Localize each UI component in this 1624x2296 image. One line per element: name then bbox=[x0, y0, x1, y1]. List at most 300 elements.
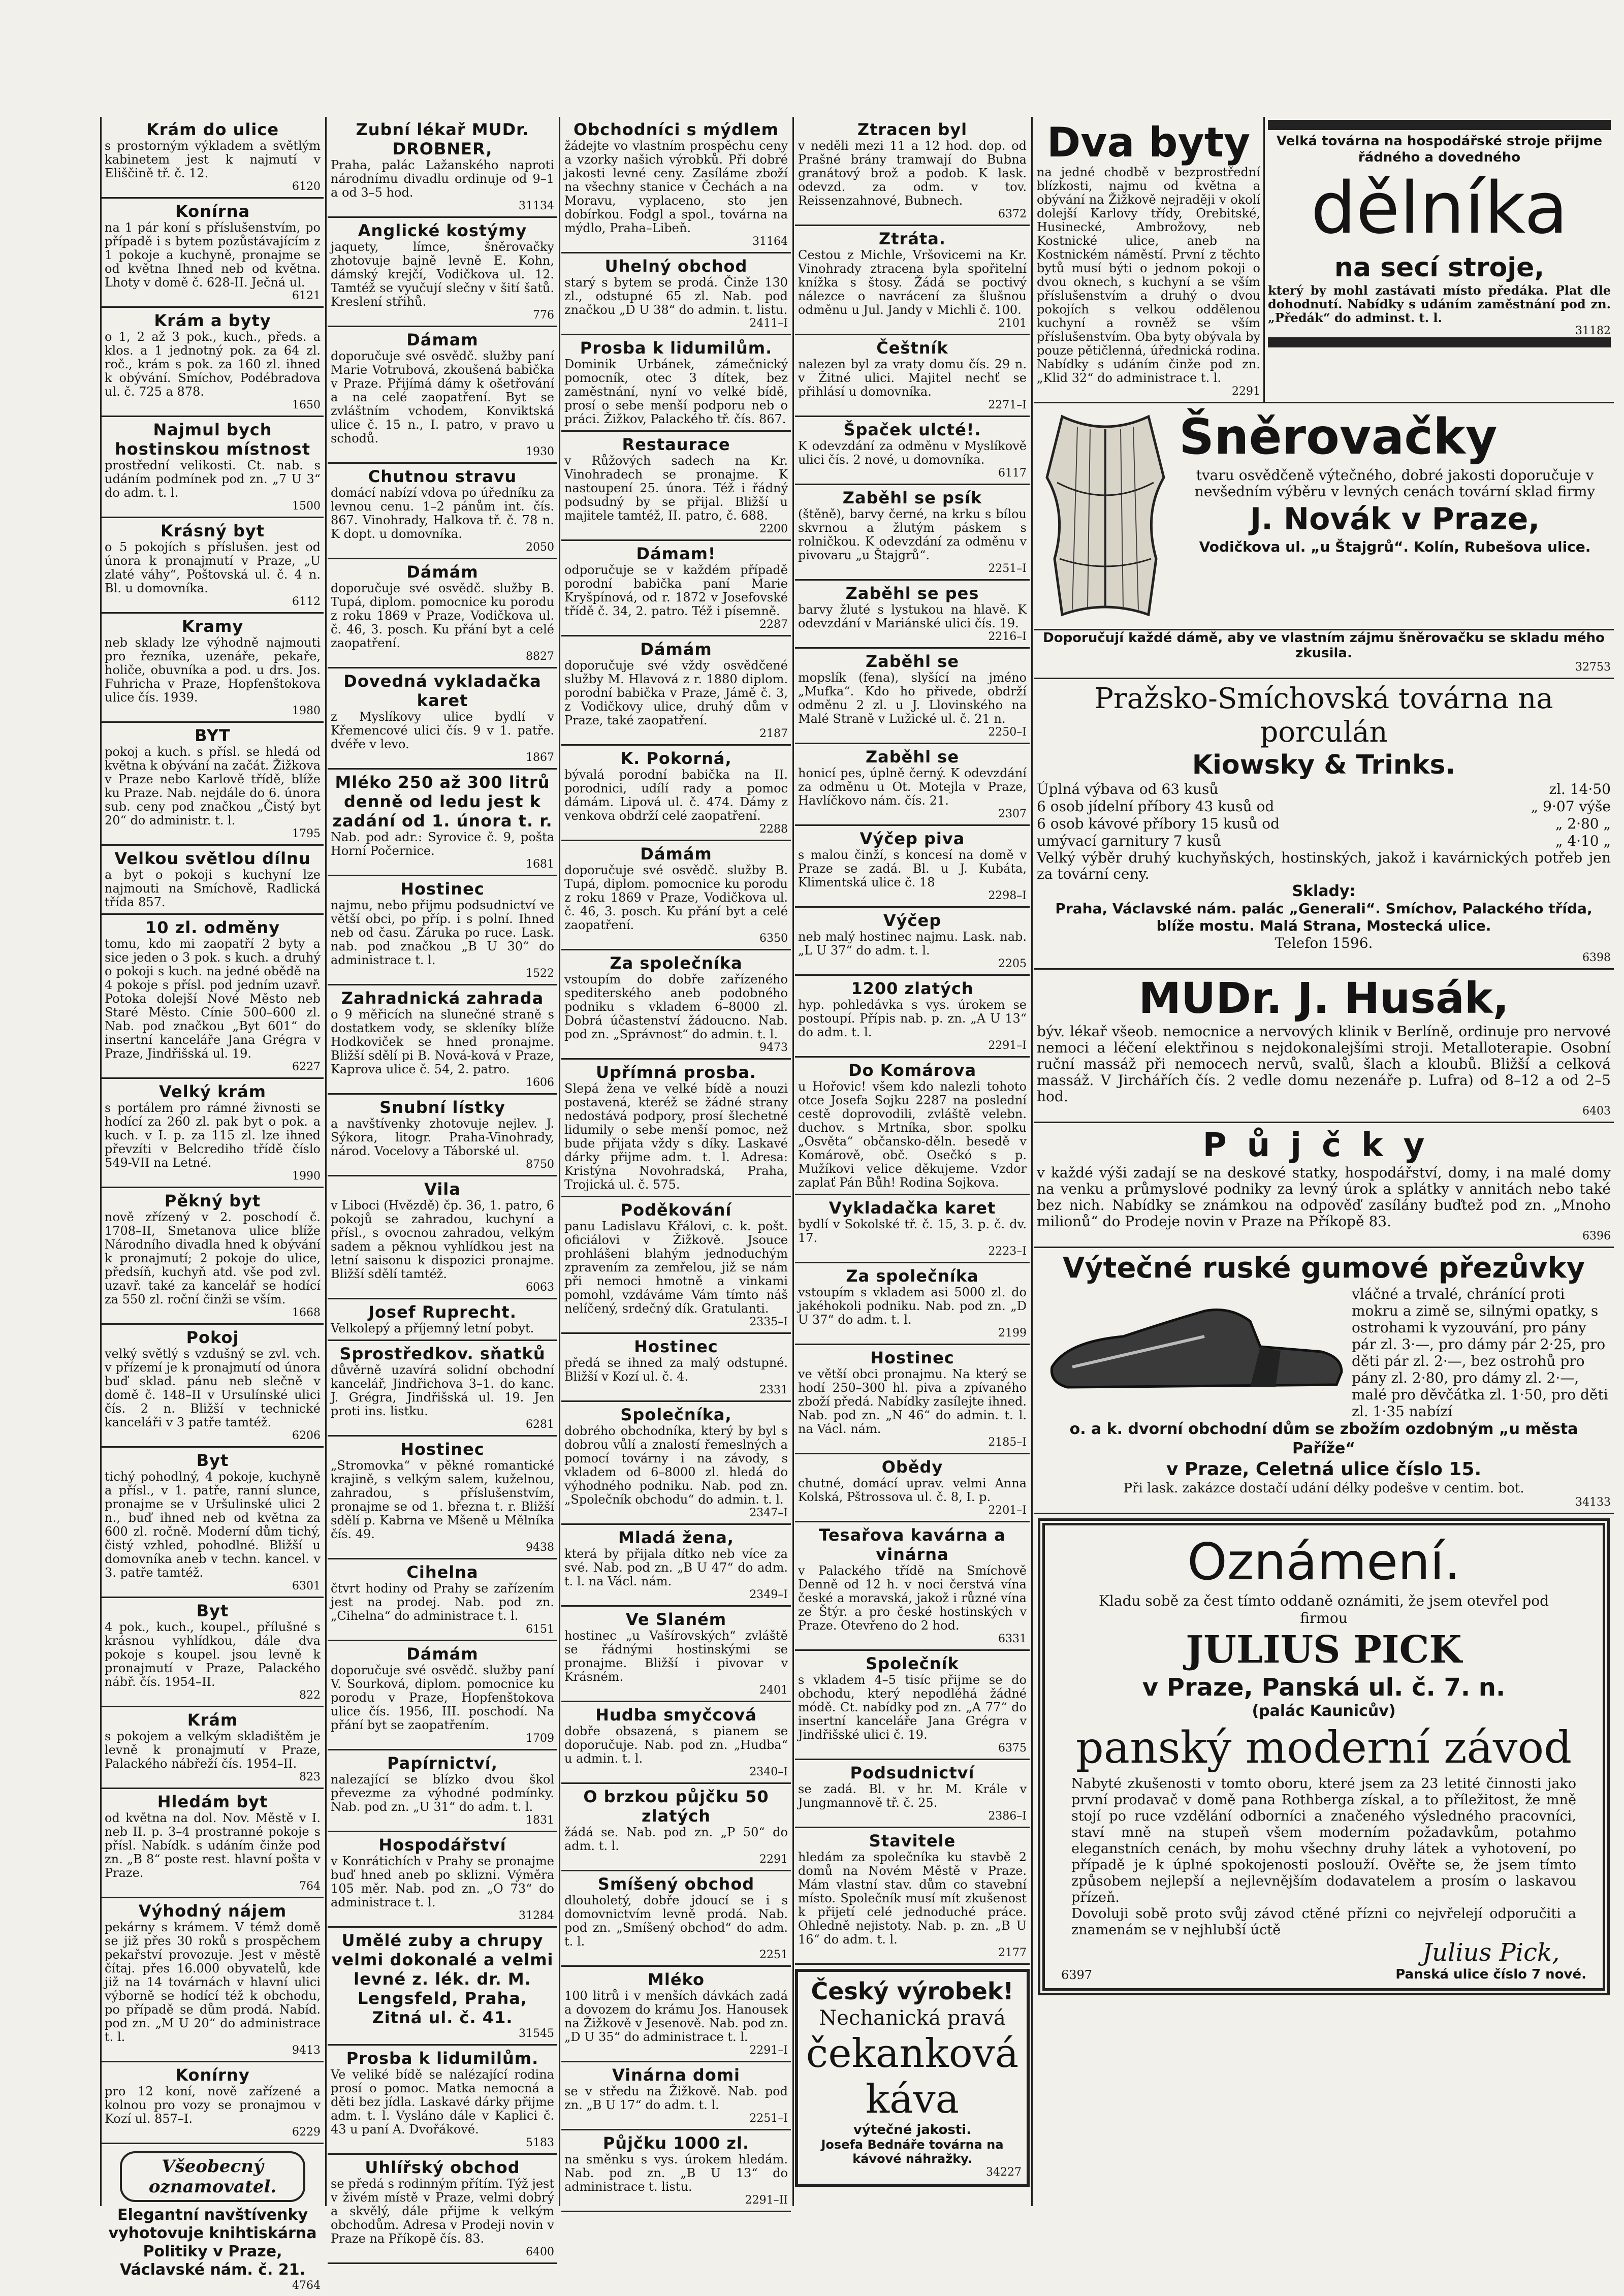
ad-text: domácí nabízí vdova po úředníku za levnou cenu. 1–2 pánům int. čís. 867. Vinohrady, Halkova tř. č. 78 n. K dopt. u domovníka. bbox=[331, 486, 554, 541]
ad-title: Ztráta. bbox=[879, 229, 946, 248]
ad-text: nalezající se blízko dvou škol převezme za výhodné podmínky. Nab. pod zn. „U 31“ do adm. t. l. bbox=[331, 1772, 554, 1814]
delnika-ad bbox=[1265, 117, 1614, 402]
classified-ad bbox=[561, 1607, 791, 1702]
classified-ad bbox=[561, 1402, 791, 1525]
ad-text: s prostorným výkladem a světlým kabinetem jest k najmutí v Eliščině tř. č. 12. bbox=[105, 139, 321, 180]
ad-code: 6206 bbox=[292, 1429, 321, 1442]
ad-title: Společníka, bbox=[620, 1405, 732, 1424]
ad-code: 1668 bbox=[292, 1306, 321, 1319]
snerovacky-addr: Vodičkova ul. „u Štajgrů“. Kolín, Rubešova ulice. bbox=[1199, 538, 1591, 555]
price-row bbox=[1037, 798, 1611, 815]
ad-text: která by přijala dítko neb více za své. Nab. pod zn. „B U 47“ do adm. t. l. na Václ. nám. bbox=[564, 1547, 788, 1588]
classified-ad bbox=[328, 1437, 557, 1559]
ad-text: u Hořovic! všem kdo nalezli tohoto otce Josefa Sojku 2287 na poslední cestě doprovodili, zvláště velebn. duchov. s Mrtníka, sbor. spolku „Osvěta“ občansko-děln. besedě v Komárově, obč. Osečkó s p. Mužíkovi velice děkujeme. Vzdor zaplať Pán Bůh! Rodina Sojkova. bbox=[798, 1079, 1027, 1190]
delnika-top: Velká továrna na hospodářské stroje přijme řádného a dovedného bbox=[1268, 120, 1611, 166]
column-5 bbox=[1034, 117, 1614, 2211]
ad-text: velký světlý s vzdušný se zvl. vch. v přízemí je k pronajmutí od února buď sklad. pánu neb slečně v domě č. 148–II v Ursulínské ulici čís. 2 n. Bližší v technické kanceláři v 3 patře tamtéž. bbox=[105, 1347, 321, 1429]
ad-text: pro 12 koní, nově zařízené a kolnou pro vozy se pronajmou v Kozí ul. 857–I. bbox=[105, 2084, 321, 2126]
ad-title: K. Pokorná, bbox=[620, 749, 732, 768]
ad-title: Hudba smyčcová bbox=[595, 1705, 757, 1725]
bottom-text: Elegantní navštívenky vyhotovuje knihtiskárna Politiky v Praze, Václavské nám. č. 21. bbox=[108, 2206, 317, 2279]
ad-title: 10 zl. odměny bbox=[145, 918, 280, 937]
prezuvky-note: Při lask. zakázce dostačí udání délky podešve v centim. bot. bbox=[1123, 1481, 1524, 1496]
ad-title: Výčep bbox=[883, 911, 942, 930]
ad-title: Ztracen byl bbox=[857, 120, 968, 139]
ad-code: 6151 bbox=[526, 1623, 554, 1636]
ad-title: Do Komárova bbox=[848, 1061, 977, 1080]
porculan-sklady: Praha, Václavské nám. palác „Generali“. Smíchov, Palackého třída, blíže mostu. Malá Strana, Mostecká ulice. bbox=[1055, 900, 1593, 934]
price-value: „ 9·07 výše bbox=[1531, 798, 1611, 815]
shoe-illustration bbox=[1037, 1291, 1352, 1402]
ad-title: Pěkný byt bbox=[164, 1191, 261, 1210]
ad-title: Zaběhl se bbox=[865, 652, 960, 671]
oznameni-code: 6397 bbox=[1061, 1968, 1093, 1982]
ad-title: Výčep piva bbox=[859, 829, 965, 848]
ad-title: Vykladačka karet bbox=[829, 1198, 996, 1218]
dva-byty-title: Dva byty bbox=[1046, 119, 1251, 166]
ad-title: Obchodníci s mýdlem bbox=[574, 120, 779, 139]
ad-code: 2251–I bbox=[988, 562, 1027, 575]
ad-text: o 5 pokojích s příslušen. jest od února k pronajmutí v Praze, „U zlaté váhy“, Poštovská ul. č. 4 n. Bl. u domovníka. bbox=[105, 540, 321, 595]
ad-code: 6372 bbox=[998, 208, 1027, 220]
classified-ad bbox=[795, 581, 1030, 649]
delnika-word: dělníka bbox=[1311, 167, 1568, 250]
ad-code: 2291–I bbox=[988, 1039, 1027, 1052]
prezuvky-title: Výtečné ruské gumové přezůvky bbox=[1062, 1252, 1585, 1285]
classified-ad bbox=[328, 117, 557, 218]
ad-code: 2349–I bbox=[749, 1588, 788, 1601]
porculan-ad bbox=[1034, 679, 1614, 970]
classified-ad bbox=[328, 2155, 557, 2264]
ad-code: 31545 bbox=[519, 2027, 554, 2040]
ad-code: 2201–I bbox=[988, 1504, 1027, 1517]
classified-ad bbox=[102, 1079, 324, 1188]
classified-ad bbox=[102, 1898, 324, 2062]
ad-text: odporučuje se v každém případě porodní babička paní Marie Kryšpínová, od r. 1872 v Josefovské třídě č. 34, 2. patro. Též i písemně. bbox=[564, 563, 788, 618]
classified-ad bbox=[795, 1263, 1030, 1345]
classified-ad bbox=[561, 2062, 791, 2130]
ad-title: Hostinec bbox=[870, 1348, 954, 1367]
classified-ad bbox=[328, 2046, 557, 2155]
ad-code: 2050 bbox=[526, 541, 554, 554]
classified-ad bbox=[102, 1325, 324, 1448]
ad-title: Najmul bych hostinskou místnost bbox=[115, 420, 310, 459]
ad-code: 2331 bbox=[759, 1384, 788, 1396]
snerovacky-note-ad bbox=[1034, 627, 1614, 679]
ad-title: Vila bbox=[424, 1179, 461, 1199]
ad-title: Zahradnická zahrada bbox=[341, 988, 544, 1008]
price-row bbox=[1037, 781, 1611, 798]
ad-code: 6400 bbox=[526, 2246, 554, 2258]
coffee-line3: čekanková káva bbox=[806, 2031, 1019, 2122]
classified-ad bbox=[561, 335, 791, 432]
ad-code: 2287 bbox=[759, 618, 788, 631]
ad-code: 6350 bbox=[759, 932, 788, 945]
classified-ad bbox=[795, 1345, 1030, 1454]
classified-ad bbox=[561, 1060, 791, 1197]
ad-text: se předá s rodinným přítím. Týž jest v živém místě v Praze, velmi dobrý a skvělý, dále přijme k velkým obchodům. Adresa v Prodeji novin v Praze na Příkopě čís. 83. bbox=[331, 2177, 554, 2246]
ad-code: 8827 bbox=[526, 650, 554, 663]
classified-ad bbox=[561, 253, 791, 335]
classified-ad bbox=[102, 1188, 324, 1325]
ad-title: Půjčku 1000 zl. bbox=[602, 2133, 750, 2153]
ad-code: 2401 bbox=[759, 1684, 788, 1697]
column-1 bbox=[102, 117, 324, 2292]
ad-text: 4 pok., kuch., koupel., přílušné s krásnou vyhlídkou, dále dva pokoje s koupel. jsou levně k pronajmutí v Praze, Palackého nábř. čís. 1954–II. bbox=[105, 1620, 321, 1689]
classified-ad bbox=[795, 335, 1030, 417]
ad-title: Dámam! bbox=[636, 544, 716, 563]
ad-code: 6331 bbox=[998, 1633, 1027, 1645]
ad-title: Zaběhl se pes bbox=[845, 584, 979, 603]
ad-title: Dámám bbox=[406, 562, 479, 582]
classified-ad bbox=[102, 117, 324, 199]
ad-code: 2347–I bbox=[749, 1507, 788, 1519]
ad-text: na směnku s vys. úrokem hledám. Nab. pod zn. „B U 13“ do administrace t. listu. bbox=[564, 2152, 788, 2194]
ad-title: Dámám bbox=[640, 844, 712, 864]
ad-code: 31134 bbox=[519, 200, 554, 212]
ad-text: hostinec „u Vašírovských“ zvláště se řádnými hostinskými se pronajme. Bližší i pivovar v Krásném. bbox=[564, 1629, 788, 1684]
ad-text: jaquety, límce, šněrovačky zhotovuje bajně levně E. Kohn, dámský krejčí, Vodičkova ul. 12. Tamtéž se vyučují slečny v šití šatů. Kreslení střihů. bbox=[331, 240, 554, 309]
ad-text: hyp. pohledávka s vys. úrokem se postoupí. Přípis nab. p. zn. „A U 13“ do adm. t. l. bbox=[798, 998, 1027, 1039]
classified-ad bbox=[102, 1448, 324, 1598]
ad-text: Ve veliké bídě se nalézající rodina prosí o pomoc. Matka nemocná a děti bez jídla. Laskavé dárky přijme adm. t. l. Vysláno dále v Kaplici č. 43 u paní A. Dvořákové. bbox=[331, 2067, 554, 2136]
coffee-line5: Josefa Bednáře továrna na kávové náhražky. bbox=[821, 2138, 1004, 2166]
classified-ad bbox=[328, 464, 557, 559]
classified-ad bbox=[102, 308, 324, 417]
ad-text: ve větší obci pronajmu. Na který se hodí 250–300 hl. piva a zpívaného zboží předá. Nabídky zasílejte ihned. Nab. pod zn. „N 46“ do admin. t. l. na Václ. nám. bbox=[798, 1367, 1027, 1436]
classified-ad bbox=[102, 417, 324, 518]
ad-title: Konírny bbox=[175, 2065, 250, 2085]
ad-text: a navštívenky zhotovuje nejlev. J. Sýkora, litogr. Praha-Vinohrady, národ. Vocelovy a Táborské ul. bbox=[331, 1117, 554, 1158]
ad-title: Mladá žena, bbox=[618, 1528, 734, 1547]
ad-title: Velký krám bbox=[159, 1082, 266, 1101]
delnika-code: 31182 bbox=[1268, 325, 1611, 347]
ad-title: Dámám bbox=[640, 640, 712, 659]
classified-ad bbox=[102, 1789, 324, 1898]
ad-code: 6227 bbox=[292, 1061, 321, 1073]
ad-text: a byt o pokoji s kuchyní lze najmouti na Smíchově, Radlická třída 857. bbox=[105, 868, 321, 909]
classified-ad bbox=[328, 1750, 557, 1832]
ad-code: 6375 bbox=[998, 1742, 1027, 1755]
ad-code: 2291–I bbox=[749, 2044, 788, 2057]
husak-code: 6403 bbox=[1582, 1105, 1611, 1118]
ad-title: Dámam bbox=[406, 330, 479, 349]
oznameni-text3: Dovoluji sobě proto svůj závod ctěné přízni co nejvřelejí odporučiti a znamenám se v nejhlubší úctě bbox=[1071, 1906, 1576, 1938]
ad-title: Vinárna domi bbox=[612, 2065, 741, 2085]
classified-ad bbox=[795, 744, 1030, 826]
ad-text: nalezen byl za vraty domu čís. 29 n. v Žitné ulici. Majitel nechť se přihlásí u domovníka. bbox=[798, 357, 1027, 399]
pujcky-text: v každé výši zadají se na deskové statky, hospodářství, domy, i na malé domy na venku a průmyslové podniky za levný úrok a splátky v annitách nebo také bez nich. Nabídky se známkou na odpověď zasílány buďtež pod zn. „Mnoho milionů“ do Prodeje novin v Praze na Příkopě 83. bbox=[1037, 1164, 1611, 1230]
ad-title: Tesařova kavárna a vinárna bbox=[819, 1525, 1006, 1564]
classified-ad bbox=[328, 327, 557, 464]
ad-title: Hostinec bbox=[400, 1440, 485, 1459]
classified-ad bbox=[795, 1522, 1030, 1651]
ad-text: barvy žluté s lystukou na hlavě. K odevzdání v Mariánské ulici čís. 19. bbox=[798, 602, 1027, 630]
ad-code: 823 bbox=[299, 1771, 321, 1783]
ad-code: 6117 bbox=[998, 467, 1027, 480]
ad-title: Sprostředkov. sňatků bbox=[339, 1344, 546, 1363]
prezuvky-code: 34133 bbox=[1575, 1496, 1611, 1509]
bottom-title: Všeobecný oznamovatel. bbox=[120, 2151, 305, 2202]
husak-text: býv. lékař všeob. nemocnice a nervových klinik v Berlíně, ordinuje pro nervové nemoci a léčení elektřinou s nejdokonalejšími stroji. Metalloterapie. Osobní ruční massáž při nemocech nervů, svalů, šlach a kloubů. Bližší a celková massáž. V Jirchářích čís. 2 vedle domu nezenáře p. Lufra) od 8–12 a od 2–5 hod. bbox=[1037, 1023, 1611, 1105]
ad-title: Hledám byt bbox=[157, 1792, 268, 1811]
classified-ad bbox=[102, 1707, 324, 1789]
classified-ad bbox=[328, 559, 557, 668]
ad-title: Prosba k lidumilům. bbox=[346, 2049, 539, 2068]
ad-text: tichý pohodlný, 4 pokoje, kuchyně a přísl., v 1. patře, ranní slunce, pronajme se v Uršulinské ulici 2 n., buď ihned neb od května za 600 zl. ročně. Moderní dům tichý, čistý vzhled, pohodlné. Bližší u domovníka aneb v techn. kancel. v 3. patře tamtéž. bbox=[105, 1470, 321, 1580]
ad-text: tomu, kdo mi zaopatří 2 byty a sice jeden o 3 pok. s kuch. a druhý o pokoji s kuch. na jedné obědě na 4 pokoje s přísl. pod jedním uzavř. Potoka dolejší Nové Město neb Staré Město. Cínie 500–600 zl. Nab. pod značkou „Byt 601“ do insertní kanceláře Jana Grégra v Praze, Jindřišská ul. 19. bbox=[105, 937, 321, 1061]
ad-text: v Palackého třídě na Smíchově Denně od 12 h. v noci čerstvá vína české a moravská, jakož i různé vína ze Štýr. a pro české hostinských v Praze. Otevřeno do 2 hod. bbox=[798, 1564, 1027, 1633]
ad-text: honicí pes, úplně černý. K odevzdání za odměnu u Ot. Motejla v Praze, Havlíčkovo nám. čís. 21. bbox=[798, 766, 1027, 808]
ad-text: neb sklady lze výhodně najmouti pro řezníka, uzenáře, pekaře, holiče, obuvníka a pod. u drs. Jos. Fuhricha v Praze, Hopfenštokova ulice čís. 1939. bbox=[105, 635, 321, 705]
oznameni-big: panský moderní závod bbox=[1075, 1723, 1572, 1773]
ad-title: 1200 zlatých bbox=[851, 979, 974, 998]
ad-title: Papírnictví, bbox=[387, 1753, 498, 1773]
ad-text: od května na dol. Nov. Městě v I. neb II. p. 3–4 prostranné pokoje s přísl. Nabídk. s udáním činže pod zn. „B 8“ poste rest. hlavní pošta v Praze. bbox=[105, 1811, 321, 1880]
snerovacky-firm: J. Novák v Praze, bbox=[1250, 501, 1540, 537]
ad-title: Hostinec bbox=[400, 879, 485, 899]
classified-ad bbox=[795, 417, 1030, 485]
ad-code: 8750 bbox=[526, 1158, 554, 1171]
ad-title: Zubní lékař MUDr. DROBNER, bbox=[356, 120, 529, 158]
ad-text: vstoupím s vkladem asi 5000 zl. do jakéhokoli podniku. Nab. pod zn. „D U 37“ do adm. t. l. bbox=[798, 1285, 1027, 1327]
bottom-ad bbox=[102, 2144, 324, 2296]
classified-ad bbox=[328, 1832, 557, 1928]
ad-code: 2223–I bbox=[988, 1245, 1027, 1258]
ad-text: žádá se. Nab. pod zn. „P 50“ do adm. t. l. bbox=[564, 1825, 788, 1853]
oznameni-firm: JULIUS PICK bbox=[1186, 1628, 1462, 1672]
delnika-sub: na secí stroje, bbox=[1334, 252, 1545, 283]
classified-ad bbox=[795, 1195, 1030, 1263]
ad-code: 6063 bbox=[526, 1281, 554, 1294]
ad-title: Krám do ulice bbox=[146, 120, 279, 139]
ad-code: 2288 bbox=[759, 823, 788, 836]
classified-ad bbox=[795, 1651, 1030, 1760]
ad-text: 100 litrů i v menších dávkách zadá a dovozem do krámu Jos. Hanousek na Žižkově v Jesenově. Nab. pod zn. „D U 35“ do administrace t. l. bbox=[564, 1989, 788, 2044]
classified-ad bbox=[561, 432, 791, 541]
ad-code: 2291 bbox=[759, 1853, 788, 1866]
column-3 bbox=[561, 117, 791, 2211]
ad-code: 2185–I bbox=[988, 1436, 1027, 1449]
ad-title: Byt bbox=[196, 1451, 229, 1470]
ad-title: Výhodný nájem bbox=[138, 1901, 287, 1921]
classified-ad bbox=[795, 1760, 1030, 1828]
ad-code: 1500 bbox=[292, 500, 321, 513]
ad-code: 2251 bbox=[759, 1949, 788, 1961]
ad-text: pekárny s krámem. V témž domě se již přes 30 roků s prospěchem pekařství provozuje. Jest v městě čítaj. přes 16.000 obyvatelů, kde již na 14 továrnách v hlavní ulici výborně se hodící též k obchodu, po případě se dům prodá. Nabíd. pod zn. „M U 20“ do administrace t. l. bbox=[105, 1920, 321, 2044]
dva-byty-text: na jedné chodbě v bezprostřední blízkosti, najmu od května a obývání na Žižkově nejraději v okolí dolejší Karlovy třídy, Orebitské, Husinecké, Ambrožovy, neb Kostnické ulice, aneb na Kostnickém náměstí. První z těchto bytů musí býti o jednom pokoji o dvou oknech, s kuchyní a se vším příslušenstvím a druhý o dvou pokojích s velkou oddělenou kuchyní a rovněž se vším příslušenstvím. Oba byty obývala by pouze pětičlenná, úřednická rodina. Nabídky s udáním činže pod zn. „Klid 32“ do administrace t. l. bbox=[1037, 165, 1260, 385]
ad-code: 2177 bbox=[998, 1947, 1027, 1959]
ad-title: O brzkou půjčku 50 zlatých bbox=[583, 1787, 769, 1826]
pujcky-code: 6396 bbox=[1582, 1230, 1611, 1242]
oznameni-addr: v Praze, Panská ul. č. 7. n. bbox=[1142, 1673, 1506, 1702]
classified-ad bbox=[561, 1197, 791, 1334]
ad-code: 1795 bbox=[292, 827, 321, 840]
ad-text: (štěně), barvy černé, na krku s bílou skvrnou a žlutým páskem s rolničkou. K odevzdání za odměnu v pivovaru „u Štajgrů“. bbox=[798, 507, 1027, 562]
ad-code: 6281 bbox=[526, 1418, 554, 1431]
ad-title: Hospodářství bbox=[378, 1835, 506, 1855]
classified-ad bbox=[328, 1176, 557, 1299]
coffee-line4: výtečné jakosti. bbox=[853, 2122, 972, 2138]
ad-code: 1650 bbox=[292, 399, 321, 411]
ad-text: Nab. pod adr.: Syrovice č. 9, pošta Horní Počernice. bbox=[331, 830, 554, 858]
porculan-subtitle: Kiowsky & Trinks. bbox=[1192, 750, 1456, 780]
ad-code: 1606 bbox=[526, 1076, 554, 1089]
price-label: umývací garnitury 7 kusů bbox=[1037, 833, 1221, 849]
classified-ad bbox=[328, 1928, 557, 2046]
classified-ad bbox=[795, 1828, 1030, 1965]
ad-title: Konírna bbox=[175, 202, 250, 221]
price-value: „ 4·10 „ bbox=[1555, 833, 1611, 849]
ad-title: Velkou světlou dílnu bbox=[114, 849, 311, 868]
ad-code: 776 bbox=[533, 309, 554, 322]
pujcky-ad bbox=[1034, 1123, 1614, 1248]
dva-byty-code: 2291 bbox=[1232, 385, 1260, 398]
oznameni-signature-address: Panská ulice číslo 7 nové. bbox=[1395, 1967, 1586, 1982]
ad-title: Špaček ulcté!. bbox=[843, 420, 981, 439]
classified-ad bbox=[328, 1299, 557, 1341]
classified-ad bbox=[561, 541, 791, 636]
ad-code: 1867 bbox=[526, 751, 554, 764]
snerovacky-code: 32753 bbox=[1575, 661, 1611, 674]
ad-text: Dominik Urbánek, zámečnický pomocník, otec 3 dítek, bez zaměstnání, nyní vo velké bídě, prosí o sebe menší podporu neb o práci. Žižkov, Palackého tř. čís. 867. bbox=[564, 357, 788, 426]
bottom-code: 4764 bbox=[292, 2279, 321, 2292]
prezuvky-text: vláčné a trvalé, chránící proti mokru a zimě se, silnými opatky, s ostrohami k vyzouvání, pro pány pár zl. 3·—, pro dámy pár 2·25, pro děti pár zl. 2·—, bez ostrohů pro pány zl. 2·80, pro dámy zl. 2·—, malé pro děvčátka zl. 1·50, pro děti zl. 1·35 nabízí bbox=[1352, 1286, 1608, 1420]
ad-code: 2411–I bbox=[749, 317, 788, 330]
ad-text: důvěrně uzavírá solidní obchodní kancelář, Jindřichova 3–1. do kanc. J. Grégra, Jindřišská ul. 19. Jen proti ins. listku. bbox=[331, 1363, 554, 1418]
ad-code: 1522 bbox=[526, 967, 554, 980]
classified-ad bbox=[795, 485, 1030, 581]
corset-illustration bbox=[1037, 406, 1174, 625]
ad-text: doporučuje své osvědč. služby paní Marie Votrubová, zkoušená babička v Praze. Přijímá dámy k ošetřování a na celé zaopatření. Byt se zvláštním vchodem, Konviktská ulice č. 15 n., I. patro, v pravo u schodů. bbox=[331, 349, 554, 445]
snerovacky-ad bbox=[1034, 403, 1614, 630]
ad-code: 1709 bbox=[526, 1732, 554, 1745]
price-label: 6 osob jídelní příbory 43 kusů od bbox=[1037, 798, 1275, 815]
ad-title: Krám bbox=[187, 1710, 238, 1730]
ad-text: pokoj a kuch. s přísl. se hledá od května k obývání na začát. Žižkova v Praze nebo Karlově třídě, blíže ku Praze. Nab. nejdále do 6. února sub. ceny pod značkou „Čistý byt 20“ do administr. t. l. bbox=[105, 745, 321, 827]
ad-code: 1831 bbox=[526, 1814, 554, 1827]
ad-text: Velkolepý a příjemný letní pobyt. bbox=[331, 1321, 534, 1335]
ad-title: Prosba k lidumilům. bbox=[580, 338, 773, 358]
classified-ad bbox=[795, 826, 1030, 908]
ad-text: panu Ladislavu Křálovi, c. k. pošt. oficiálovi v Žižkově. Jsouce prohlášeni blahým jednoduchým zpravením za zemřelou, již se nám při nemoci hmotně a vinkami pomohl, vzdáváme Vám tímto náš nelíčený, srdečný dík. Gratulanti. bbox=[564, 1219, 788, 1316]
coffee-line2: Nechanická pravá bbox=[819, 2006, 1006, 2030]
husak-ad bbox=[1034, 970, 1614, 1123]
ad-title: Mléko 250 až 300 litrů denně od ledu jest k zadání od 1. února t. r. bbox=[332, 773, 553, 831]
ad-title: Restaurace bbox=[622, 435, 730, 454]
delnika-text: který by mohl zastávati místo předáka. Plat dle dohodnutí. Nabídky s udáním zaměstnání pod zn. „Předák“ do adminst. t. l. bbox=[1268, 283, 1611, 325]
ad-title: Za společníka bbox=[610, 953, 743, 973]
classified-ad bbox=[795, 1058, 1030, 1195]
ad-text: K odevzdání za odměnu v Myslíkově ulici čís. 2 nové, u domovníka. bbox=[798, 439, 1027, 467]
ad-code: 2200 bbox=[759, 523, 788, 535]
classified-ad bbox=[328, 1559, 557, 1641]
pujcky-title: Půjčky bbox=[1202, 1127, 1445, 1164]
classified-ad bbox=[328, 985, 557, 1095]
price-label: 6 osob kávové příbory 15 kusů od bbox=[1037, 815, 1280, 832]
classified-ad bbox=[561, 2130, 791, 2212]
column-2 bbox=[328, 117, 557, 2258]
classified-ad bbox=[328, 770, 557, 876]
ad-text: neb malý hostinec najmu. Lask. nab. „L U 37“ do adm. t. l. bbox=[798, 930, 1027, 958]
oznameni-signature: Julius Pick, bbox=[1422, 1938, 1560, 1967]
oznameni-text2: Nabyté zkušenosti v tomto oboru, které jsem za 23 letité činnosti jako první prodavač v domě pana Rothberga získal, a to příležitost, že mně stojí po ruce vzdělání odborníci a značeného výsledného pracovníci, staví mně na stupeň všem moderním požadavkům, potahmo eleganstních cenách, by mohu všechny druhy látek a vyhotovení, po případě je k úplné spokojenosti poslouží. Ověřte se, že jsem tímto způsobem nejlepší a nejlevnějším dodavatelem a prosím o laskavou přízeň. bbox=[1071, 1776, 1576, 1905]
classified-ad bbox=[102, 614, 324, 723]
classified-ad bbox=[102, 518, 324, 614]
ad-text: dobře obsazená, s pianem se doporučuje. Nab. pod zn. „Hudba“ u admin. t. l. bbox=[564, 1724, 788, 1766]
ad-text: se v středu na Žižkově. Nab. pod zn. „B U 17“ do adm. t. l. bbox=[564, 2084, 788, 2112]
ad-code: 2291–II bbox=[745, 2194, 788, 2207]
ad-code: 2386–I bbox=[988, 1810, 1027, 1823]
classified-ad bbox=[795, 117, 1030, 226]
ad-text: o 9 měřicích na slunečné straně s dostatkem vody, se skleníky blíže Hodkoviček se hned pronajme. Bližší sdělí pi B. Nová-ková v Praze, Kaprova ulice č. 54, 2. patro. bbox=[331, 1007, 554, 1076]
ad-title: Poděkování bbox=[620, 1200, 732, 1220]
ad-code: 5183 bbox=[526, 2136, 554, 2149]
ad-code: 1980 bbox=[292, 705, 321, 717]
ad-code: 6120 bbox=[292, 180, 321, 193]
ad-title: Upřímná prosba. bbox=[596, 1063, 756, 1082]
ad-code: 2216–I bbox=[988, 630, 1027, 643]
ad-title: Uhlířský obchod bbox=[365, 2158, 520, 2177]
ad-title: Pokoj bbox=[186, 1328, 239, 1347]
porculan-title: Pražsko-Smíchovská továrna na porculán bbox=[1094, 682, 1553, 749]
ad-title: Cihelna bbox=[406, 1562, 479, 1582]
ad-code: 2307 bbox=[998, 808, 1027, 820]
ad-text: v neděli mezi 11 a 12 hod. dop. od Prašné brány tramwají do Bubna granátový brož a podob. K lask. odevzd. za odm. v tov. Reissenzahnové, Bubnech. bbox=[798, 139, 1027, 208]
ad-text: mopslík (fena), slyšící na jméno „Mufka“. Kdo ho přivede, obdrží odměnu 2 zl. u J. Llovinského na Malé Straně v Lužické ul. č. 21 n. bbox=[798, 671, 1027, 726]
ad-text: Cestou z Michle, Vršovicemi na Kr. Vinohrady ztracena byla spořitelní knížka s štosy. Žádá se poctivý nálezce o navrácení za šlušnou odměnu u Jul. Jandy v Michli č. 100. bbox=[798, 248, 1027, 317]
ad-code: 6121 bbox=[292, 290, 321, 302]
ad-code: 2187 bbox=[759, 727, 788, 740]
ad-title: Chutnou stravu bbox=[368, 467, 517, 486]
classified-ad bbox=[795, 908, 1030, 976]
ad-text: nově zřízený v 2. poschodí č. 1708–II, Smetanova ulice blíže Národního divadla hned k obývání k pronajmutí; 2 pokoje do ulice, předsíň, kuchyň atd. vše pod zvl. uzavř. také za kancelář se hodící za 550 zl. roční činži se vším. bbox=[105, 1210, 321, 1306]
husak-title: MUDr. J. Husák, bbox=[1138, 973, 1509, 1023]
classified-ad bbox=[328, 876, 557, 985]
price-row bbox=[1037, 833, 1611, 850]
ad-title: Josef Ruprecht. bbox=[368, 1302, 517, 1322]
prezuvky-ad bbox=[1034, 1248, 1614, 1514]
price-label: Úplná výbava od 63 kusů bbox=[1037, 781, 1219, 798]
oznameni-ad bbox=[1038, 1518, 1610, 1995]
ad-title: Společník bbox=[866, 1654, 959, 1673]
price-value: „ 2·80 „ bbox=[1555, 815, 1611, 832]
classified-ad bbox=[561, 117, 791, 253]
ad-text: s malou činží, s koncesí na domě v Praze se zadá. Bl. u J. Kubáta, Klimentská ulice č. 18 bbox=[798, 848, 1027, 889]
ad-title: Mléko bbox=[648, 1970, 705, 1989]
ad-code: 9413 bbox=[292, 2044, 321, 2057]
ad-code: 2250–I bbox=[988, 726, 1027, 739]
classified-ad bbox=[795, 976, 1030, 1058]
ad-title: Za společníka bbox=[846, 1266, 979, 1286]
ad-code: 2271–I bbox=[988, 399, 1027, 411]
classified-ad bbox=[561, 841, 791, 950]
ad-code: 1681 bbox=[526, 858, 554, 871]
ad-code: 1990 bbox=[292, 1170, 321, 1183]
classified-ad bbox=[561, 746, 791, 841]
classified-ad bbox=[795, 1454, 1030, 1522]
ad-code: 6229 bbox=[292, 2126, 321, 2139]
ad-text: dobrého obchodníka, který by byl s dobrou vůlí a znalostí řemeslných a pomocí továrny i na závody, s vkladem od 6–8000 zl. hledá do výhodného podniku. Nab. pod zn. „Společník obchodu“ do admin. t. l. bbox=[564, 1424, 788, 1507]
classified-ad bbox=[561, 636, 791, 746]
ad-code: 2335–I bbox=[749, 1316, 788, 1328]
ad-code: 31164 bbox=[752, 235, 788, 248]
ad-text: předá se ihned za malý odstupné. Bližší v Kozí ul. č. 4. bbox=[564, 1356, 788, 1384]
classified-ad bbox=[328, 1095, 557, 1176]
ad-code: 1930 bbox=[526, 445, 554, 458]
classified-ad bbox=[795, 649, 1030, 744]
ad-text: bydlí v Sokolské tř. č. 15, 3. p. č. dv. 17. bbox=[798, 1217, 1027, 1245]
